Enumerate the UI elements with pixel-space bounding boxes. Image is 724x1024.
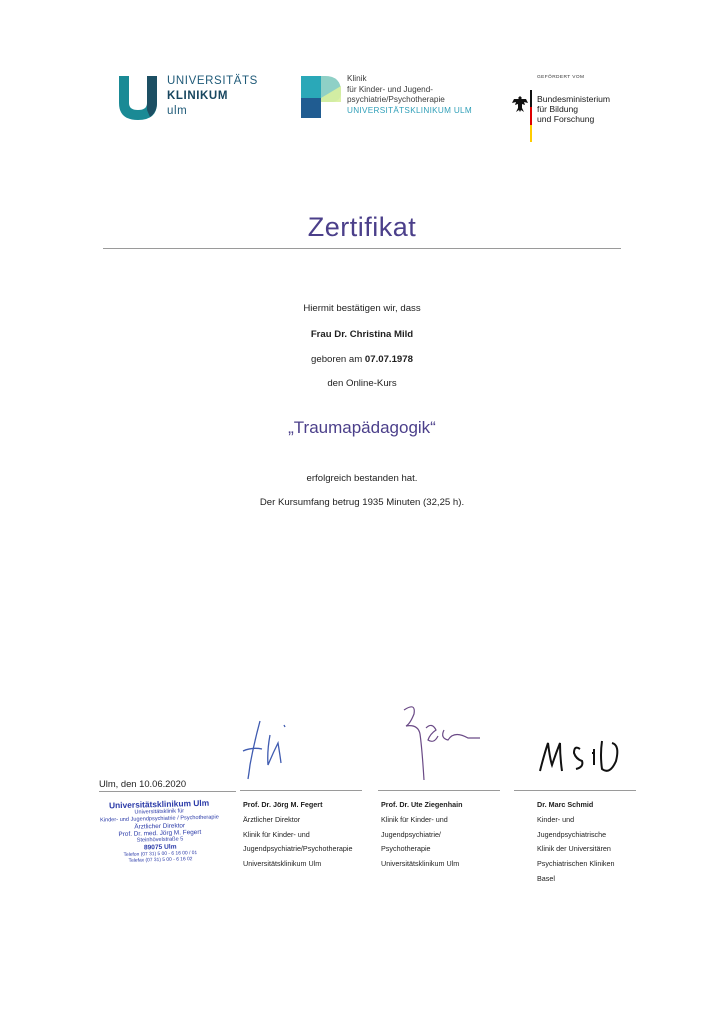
title-divider [103,248,621,249]
signer-1-name: Prof. Dr. Jörg M. Fegert [243,800,323,809]
uni-logo-line3: ulm [167,105,188,117]
course-intro: den Online-Kurs [327,378,397,389]
signature-rule-3 [514,790,636,791]
signer-2-line3: Psychotherapie [381,844,431,854]
logo-bmbf [512,75,622,145]
born-label: geboren am [311,354,365,365]
federal-eagle-icon [512,95,528,113]
signer-1 [243,798,352,872]
signer-3-line4: Psychiatrischen Kliniken [537,859,615,869]
stamp-line5: Prof. Dr. med. Jörg M. Fegert [118,828,202,839]
klinik-logo-line1: Klinik [347,74,367,83]
signature-fegert [240,713,310,783]
signature-rule-2 [378,790,500,791]
signer-2-line4: Universitätsklinikum Ulm [381,859,460,869]
stamp-line4: Ärztlicher Direktor [134,821,186,831]
signature-rule-1 [240,790,362,791]
signature-schmid [536,735,628,780]
place-date: Ulm, den 10.06.2020 [99,778,187,789]
signature-ziegenhain [398,700,483,786]
stamp-line8: Telefon (07 31) 5 00 - 6 16 00 / 01 [123,851,198,859]
signer-3-line2: Jugendpsychiatrische [537,829,607,839]
clinic-stamp [89,797,231,881]
signer-2-name: Prof. Dr. Ute Ziegenhain [381,800,463,809]
intro-text: Hiermit bestätigen wir, dass [303,303,421,314]
logo-klinik-kjp [301,74,491,124]
signer-1-line2: Klinik für Kinder- und [243,829,310,839]
signer-2-line1: Klinik für Kinder- und [381,814,448,824]
klinik-logo-line4: UNIVERSITÄTSKLINIKUM ULM [347,105,473,115]
bmbf-name-line3: und Forschung [537,114,595,124]
german-flag-stripe [530,90,532,142]
stamp-line1: Universitätsklinikum Ulm [108,797,210,811]
stamp-line9: Telefax (07 31) 5 00 - 6 16 02 [128,857,193,864]
birth-line [0,354,724,365]
bmbf-funded-by: GEFÖRDERT VOM [537,75,585,80]
certificate-title: Zertifikat [307,212,417,242]
signer-2-line2: Jugendpsychiatrie/ [381,829,441,839]
logo-universitaetsklinikum-ulm [118,73,278,123]
course-scope: Der Kursumfang betrug 1935 Minuten (32,25 h). [259,497,465,508]
recipient-name: Frau Dr. Christina Mild [310,329,414,340]
bmbf-name-line2: für Bildung [537,104,579,114]
signer-3-line3: Klinik der Universitären [537,844,611,854]
stamp-rule [99,791,236,792]
uni-u-logo-icon [118,75,158,121]
bmbf-name-line1: Bundesministerium [537,94,611,104]
uni-logo-line1: UNIVERSITÄTS [167,75,258,87]
klinik-logo-line2: für Kinder- und Jugend- [347,84,434,94]
stamp-line7: 89075 Ulm [143,843,177,852]
signer-3-line5: Basel [537,873,555,883]
birth-date: 07.07.1978 [364,354,413,365]
stamp-line2: Universitätsklinik für [134,808,185,816]
course-name: „Traumapädagogik“ [288,418,436,437]
signer-3 [537,798,615,887]
stamp-line6: Steinhövelstraße 5 [136,836,184,845]
klinik-logo-line3: psychiatrie/Psychotherapie [347,95,445,105]
signer-1-line4: Universitätsklinikum Ulm [243,859,322,869]
signer-2 [381,798,462,872]
passed-text: erfolgreich bestanden hat. [306,473,418,484]
signer-3-line1: Kinder- und [537,814,575,824]
signer-1-line1: Ärztlicher Direktor [243,814,301,824]
signer-1-line3: Jugendpsychiatrie/Psychotherapie [243,844,353,854]
klinik-logo-icon [301,76,341,118]
signer-3-name: Dr. Marc Schmid [537,800,594,809]
stamp-line3: Kinder- und Jugendpsychiatrie / Psychotherapie [100,814,219,824]
uni-logo-line2: KLINIKUM [167,90,229,102]
